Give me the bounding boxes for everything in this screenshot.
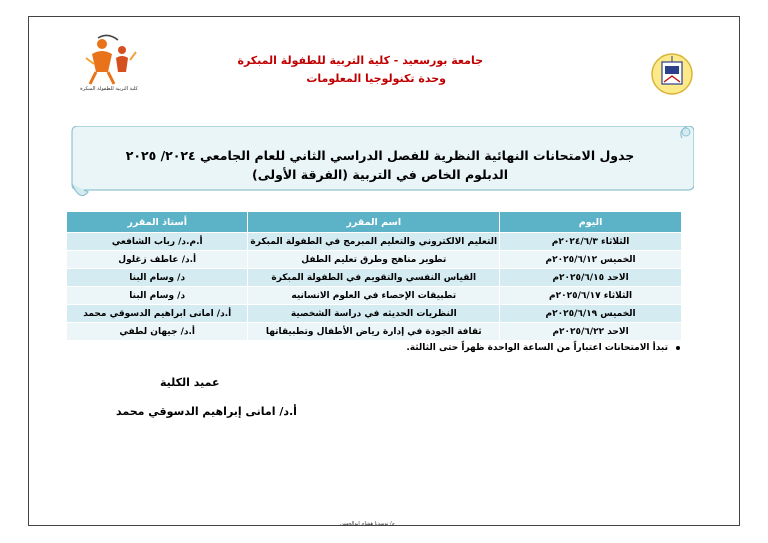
cell-professor: أ.م.د/ رباب الشافعي — [67, 233, 248, 251]
table-row — [67, 323, 682, 341]
cell-day: الاحد ٢٠٢٥/٦/٢٢م — [500, 323, 682, 341]
table-row — [67, 269, 682, 287]
cell-day: الاحد ٢٠٢٥/٦/١٥م — [500, 269, 682, 287]
cell-professor: أ.د/ عاطف زغلول — [67, 251, 248, 269]
table-row — [67, 287, 682, 305]
cell-professor: د/ وسام البنا — [67, 269, 248, 287]
cell-course: القياس النفسي والتقويم في الطفولة المبكرة — [248, 269, 500, 287]
cell-day: الخميس ٢٠٢٥/٦/١٩م — [500, 305, 682, 323]
logo-caption: كلية التربية للطفولة المبكرة — [80, 86, 138, 92]
cell-day: الثلاثاء ٢٠٢٥/٦/١٧م — [500, 287, 682, 305]
faculty-logo — [78, 34, 140, 92]
table-row — [67, 305, 682, 323]
university-logo — [650, 52, 694, 96]
university-name: جامعة بورسعيد - كلية التربية للطفولة المبكرة — [237, 54, 483, 67]
title-line-1: جدول الامتحانات النهائية النظرية للفصل الدراسي الثاني للعام الجامعي ٢٠٢٤/ ٢٠٢٥ — [125, 148, 635, 163]
cell-course: تطبيقات الإحصاء في العلوم الانسانيه — [248, 287, 500, 305]
title-line-2: الدبلوم الخاص في التربية (الفرقة الأولى) — [252, 167, 508, 182]
dean-name: أ.د/ امانى إبراهيم الدسوقي محمد — [116, 405, 297, 418]
cell-course: تطوير مناهج وطرق تعليم الطفل — [248, 251, 500, 269]
logo-children-figure — [86, 35, 136, 84]
cell-day: الخميس ٢٠٢٥/٦/١٢م — [500, 251, 682, 269]
cell-professor: أ.د/ امانى ابراهيم الدسوقي محمد — [67, 305, 248, 323]
cell-day: الثلاثاء ٢٠٢٤/٦/٣م — [500, 233, 682, 251]
header-professor: أستاذ المقرر — [67, 212, 248, 233]
bullet-icon — [676, 346, 680, 350]
exam-time-note — [406, 343, 680, 353]
table-row — [67, 233, 682, 251]
table-row — [67, 251, 682, 269]
note-text: تبدأ الامتحانات اعتباراً من الساعة الواحدة ظهراً حتى الثالثة. — [406, 343, 668, 353]
cell-course: التعليم الالكتروني والتعليم المبرمج في الطفولة المبكرة — [248, 233, 500, 251]
exam-schedule-table — [66, 211, 682, 341]
page-title — [66, 146, 694, 184]
footer-credit: م/ توسدنا هشام ابوالحسن — [340, 521, 395, 527]
cell-course: النظريات الحديثه في دراسة الشخصية — [248, 305, 500, 323]
header-course: اسم المقرر — [248, 212, 500, 233]
header-day: اليوم — [500, 212, 682, 233]
cell-professor: د/ وسام البنا — [67, 287, 248, 305]
cell-professor: أ.د/ جيهان لطفي — [67, 323, 248, 341]
dean-title: عميد الكلية — [160, 376, 220, 389]
it-unit-name: وحدة تكنولوجيا المعلومات — [306, 72, 446, 85]
cell-course: ثقافة الجودة في إدارة رياض الأطفال وتطبيقاتها — [248, 323, 500, 341]
table-header-row — [67, 212, 682, 233]
